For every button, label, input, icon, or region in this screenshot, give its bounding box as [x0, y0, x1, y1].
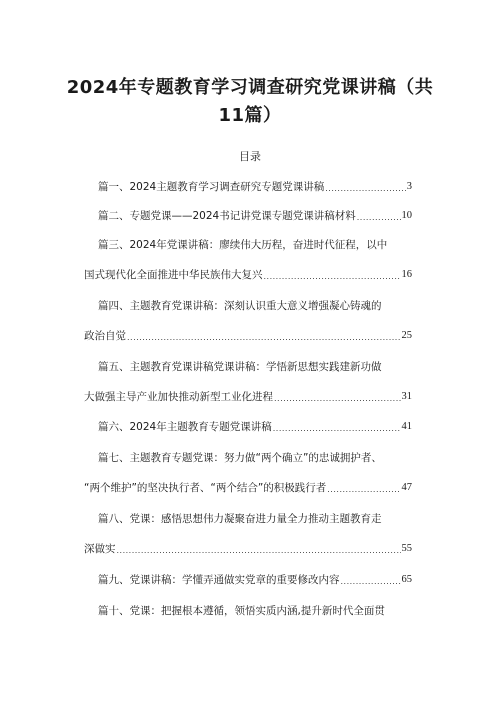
dot-leader [325, 179, 406, 195]
toc-page-number: 10 [401, 210, 412, 221]
dot-leader [273, 419, 401, 435]
toc-heading: 目录 [239, 150, 261, 163]
toc-page-number: 41 [401, 421, 412, 432]
toc-entry-text: 国式现代化全面推进中华民族伟大复兴 [84, 269, 263, 281]
dot-leader [127, 328, 401, 344]
dot-leader [341, 572, 401, 588]
toc-entry-3-line-1[interactable] [98, 237, 387, 253]
dot-leader [264, 267, 401, 283]
toc-entry-text: 篇十、党课：把握根本遵循，领悟实质内涵,提升新时代全面贯 [98, 605, 385, 617]
dot-leader [117, 541, 401, 557]
toc-entry-text: 深做实 [84, 543, 116, 555]
toc-page-number: 3 [406, 181, 412, 192]
toc-entry-7-line-2[interactable] [84, 480, 412, 496]
toc-entry-9[interactable] [98, 572, 412, 588]
dot-leader [274, 389, 401, 405]
toc-entry-5-line-2[interactable] [84, 389, 412, 405]
toc-entry-7-line-1[interactable] [98, 450, 382, 466]
toc-entry-6[interactable] [98, 419, 412, 435]
toc-entry-text: 篇六、2024年主题教育专题党课讲稿 [98, 421, 272, 433]
toc-entry-4-line-1[interactable] [98, 298, 382, 314]
toc-entry-8-line-1[interactable] [98, 511, 382, 527]
toc-entry-text: 篇九、党课讲稿：学懂弄通做实党章的重要修改内容 [98, 574, 340, 586]
title-line-1: 2024年专题教育学习调查研究党课讲稿（共 [66, 77, 434, 98]
toc-entry-text: 篇三、2024年党课讲稿：廖续伟大历程，奋进时代征程，以中 [98, 239, 388, 251]
toc-entry-2[interactable] [98, 208, 412, 224]
toc-page-number: 25 [401, 330, 412, 341]
document-title [40, 74, 460, 130]
toc-entry-4-line-2[interactable] [84, 328, 412, 344]
toc-entry-text: 大做强主导产业加快推动新型工业化进程 [84, 391, 273, 403]
toc-page-number: 55 [401, 543, 412, 554]
toc-page-number: 31 [401, 391, 412, 402]
toc-entry-5-line-1[interactable] [98, 359, 382, 375]
toc-entry-text: 篇一、2024主题教育学习调查研究专题党课讲稿 [98, 181, 325, 193]
toc-entry-text: 政治自觉 [84, 330, 126, 342]
toc-entry-text: 篇八、党课：感悟思想伟力凝聚奋进力量全力推动主题教育走 [98, 513, 382, 525]
dot-leader [357, 208, 401, 224]
toc-entry-3-line-2[interactable] [84, 267, 412, 283]
dot-leader [327, 480, 400, 496]
toc-entry-1[interactable] [98, 179, 412, 195]
toc-entry-text: 篇二、专题党课——2024书记讲党课专题党课讲稿材料 [98, 210, 356, 222]
toc-entry-text: 篇五、主题教育党课讲稿党课讲稿：学悟新思想实践建新功做 [98, 361, 382, 373]
toc-page-number: 47 [401, 482, 412, 493]
toc-entry-10-line-1[interactable] [98, 603, 385, 619]
toc-page-number: 16 [401, 269, 412, 280]
toc-entry-text: “两个维护”的坚决执行者、“两个结合”的积极践行者 [84, 482, 327, 494]
toc-entry-8-line-2[interactable] [84, 541, 412, 557]
toc-entry-text: 篇四、主题教育党课讲稿：深刻认识重大意义增强凝心铸魂的 [98, 300, 382, 312]
toc-page-number: 65 [401, 574, 412, 585]
title-line-2: 11篇） [218, 105, 282, 126]
toc-entry-text: 篇七、主题教育专题党课：努力做“两个确立”的忠诚拥护者、 [98, 452, 382, 464]
